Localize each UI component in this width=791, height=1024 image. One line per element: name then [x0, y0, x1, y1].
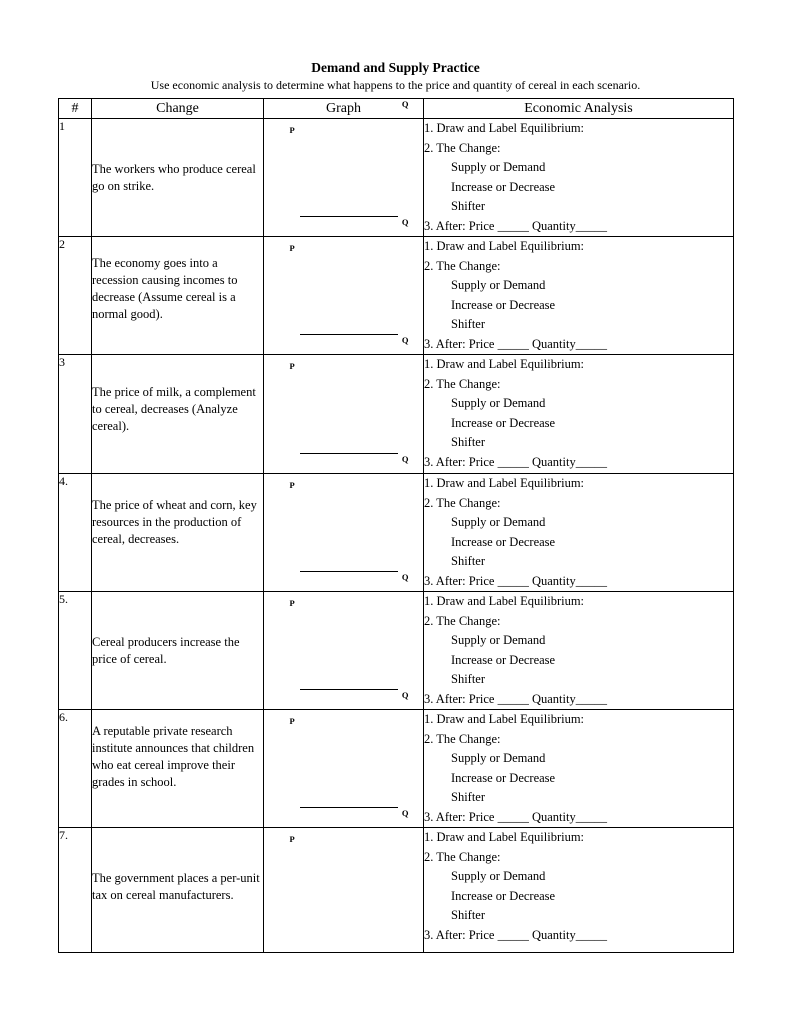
row-change-text	[92, 710, 264, 828]
price-axis-label: P	[289, 834, 295, 844]
quantity-axis-label: Q	[401, 335, 409, 345]
analysis-step-3: 3. After: Price _____ Quantity_____	[424, 336, 607, 351]
analysis-step-3: 3. After: Price _____ Quantity_____	[424, 454, 607, 469]
table-row	[59, 828, 734, 953]
table-row	[59, 474, 734, 592]
row-change-text	[92, 474, 264, 592]
analysis-step-3: 3. After: Price _____ Quantity_____	[424, 573, 607, 588]
analysis-sub-shifter: Shifter	[451, 790, 486, 804]
analysis-step-1: 1. Draw and Label Equilibrium:	[424, 121, 585, 135]
quantity-axis-label: Q	[401, 454, 409, 464]
quantity-axis-label: Q	[401, 572, 409, 582]
table-header-row	[59, 99, 734, 119]
quantity-axis-label: Q	[401, 690, 409, 700]
table-row	[59, 237, 734, 355]
analysis-sub-shifter: Shifter	[451, 435, 486, 449]
horizontal-axis	[300, 689, 398, 690]
analysis-step-1: 1. Draw and Label Equilibrium:	[424, 830, 585, 844]
row-number: 1	[59, 119, 92, 237]
quantity-axis-label: Q	[401, 808, 409, 818]
analysis-step-1: 1. Draw and Label Equilibrium:	[424, 357, 585, 371]
analysis-sub-supply-demand: Supply or Demand	[451, 160, 546, 174]
row-graph[interactable]	[264, 454, 424, 592]
analysis-sub-supply-demand: Supply or Demand	[451, 396, 546, 410]
change-text: Cereal producers increase the price of cereal.	[92, 635, 240, 666]
analysis-sub-increase-decrease: Increase or Decrease	[451, 770, 556, 785]
row-analysis	[424, 828, 734, 953]
analysis-step-3: 3. After: Price _____ Quantity_____	[424, 218, 607, 233]
row-number: 3	[59, 355, 92, 474]
analysis-step-2: 2. The Change:	[424, 849, 501, 864]
row-number: 7.	[59, 828, 92, 953]
table-row	[59, 119, 734, 237]
row-graph[interactable]	[264, 572, 424, 710]
row-analysis	[424, 355, 734, 474]
analysis-step-2: 2. The Change:	[424, 258, 501, 273]
price-axis-label: P	[289, 598, 295, 608]
horizontal-axis	[300, 216, 398, 217]
analysis-step-2: 2. The Change:	[424, 731, 501, 746]
row-graph[interactable]	[264, 808, 424, 953]
row-change-text	[92, 119, 264, 237]
analysis-step-2: 2. The Change:	[424, 376, 501, 391]
row-change-text	[92, 828, 264, 953]
change-text: A reputable private research institute announces that children who eat cereal improve their grades in school.	[92, 724, 255, 789]
analysis-sub-supply-demand: Supply or Demand	[451, 515, 546, 529]
analysis-step-1: 1. Draw and Label Equilibrium:	[424, 239, 585, 253]
analysis-step-3: 3. After: Price _____ Quantity_____	[424, 927, 607, 942]
change-text: The government places a per-unit tax on cereal manufacturers.	[92, 871, 260, 902]
row-analysis	[424, 710, 734, 828]
row-graph[interactable]	[264, 217, 424, 355]
analysis-sub-supply-demand: Supply or Demand	[451, 869, 546, 883]
row-graph[interactable]	[264, 335, 424, 474]
row-analysis	[424, 119, 734, 237]
analysis-sub-increase-decrease: Increase or Decrease	[451, 888, 556, 903]
analysis-step-1: 1. Draw and Label Equilibrium:	[424, 712, 585, 726]
analysis-sub-shifter: Shifter	[451, 199, 486, 213]
quantity-axis-label: Q	[401, 99, 409, 109]
table-row	[59, 355, 734, 474]
analysis-sub-increase-decrease: Increase or Decrease	[451, 652, 556, 667]
row-analysis	[424, 474, 734, 592]
analysis-sub-increase-decrease: Increase or Decrease	[451, 179, 556, 194]
price-axis-label: P	[289, 716, 295, 726]
table-row	[59, 592, 734, 710]
analysis-step-1: 1. Draw and Label Equilibrium:	[424, 594, 585, 608]
analysis-sub-shifter: Shifter	[451, 317, 486, 331]
row-graph[interactable]	[264, 690, 424, 828]
table-row	[59, 710, 734, 828]
analysis-step-1: 1. Draw and Label Equilibrium:	[424, 476, 585, 490]
horizontal-axis	[300, 807, 398, 808]
header-graph: Graph	[264, 99, 424, 119]
row-change-text	[92, 592, 264, 710]
analysis-step-2: 2. The Change:	[424, 140, 501, 155]
change-text: The economy goes into a recession causing incomes to decrease (Assume cereal is a normal good).	[92, 256, 238, 321]
page-subtitle: Use economic analysis to determine what happens to the price and quantity of cereal in each scenario.	[150, 78, 641, 92]
row-analysis	[424, 592, 734, 710]
header-change: Change	[92, 99, 264, 119]
horizontal-axis	[300, 453, 398, 454]
header-number: #	[59, 99, 92, 119]
analysis-sub-increase-decrease: Increase or Decrease	[451, 415, 556, 430]
analysis-step-2: 2. The Change:	[424, 495, 501, 510]
row-number: 2	[59, 237, 92, 355]
change-text: The price of wheat and corn, key resources in the production of cereal, decreases.	[92, 498, 257, 546]
horizontal-axis	[300, 334, 398, 335]
quantity-axis-label: Q	[401, 217, 409, 227]
change-text: The workers who produce cereal go on strike.	[92, 162, 256, 193]
horizontal-axis	[300, 98, 398, 99]
analysis-sub-increase-decrease: Increase or Decrease	[451, 534, 556, 549]
price-axis-label: P	[289, 361, 295, 371]
analysis-sub-shifter: Shifter	[451, 672, 486, 686]
row-number: 6.	[59, 710, 92, 828]
row-number: 5.	[59, 592, 92, 710]
row-change-text	[92, 237, 264, 355]
header-analysis: Economic Analysis	[424, 99, 734, 119]
analysis-step-3: 3. After: Price _____ Quantity_____	[424, 809, 607, 824]
analysis-sub-supply-demand: Supply or Demand	[451, 278, 546, 292]
analysis-sub-supply-demand: Supply or Demand	[451, 751, 546, 765]
row-analysis	[424, 237, 734, 355]
practice-table	[58, 98, 734, 953]
analysis-sub-shifter: Shifter	[451, 908, 486, 922]
horizontal-axis	[300, 571, 398, 572]
analysis-sub-shifter: Shifter	[451, 554, 486, 568]
analysis-sub-supply-demand: Supply or Demand	[451, 633, 546, 647]
change-text: The price of milk, a complement to cereal, decreases (Analyze cereal).	[92, 385, 256, 433]
analysis-sub-increase-decrease: Increase or Decrease	[451, 297, 556, 312]
analysis-step-2: 2. The Change:	[424, 613, 501, 628]
page-title: Demand and Supply Practice	[311, 60, 480, 75]
price-axis-label: P	[289, 243, 295, 253]
row-change-text	[92, 355, 264, 474]
price-axis-label: P	[289, 480, 295, 490]
row-number: 4.	[59, 474, 92, 592]
price-axis-label: P	[289, 125, 295, 135]
analysis-step-3: 3. After: Price _____ Quantity_____	[424, 691, 607, 706]
